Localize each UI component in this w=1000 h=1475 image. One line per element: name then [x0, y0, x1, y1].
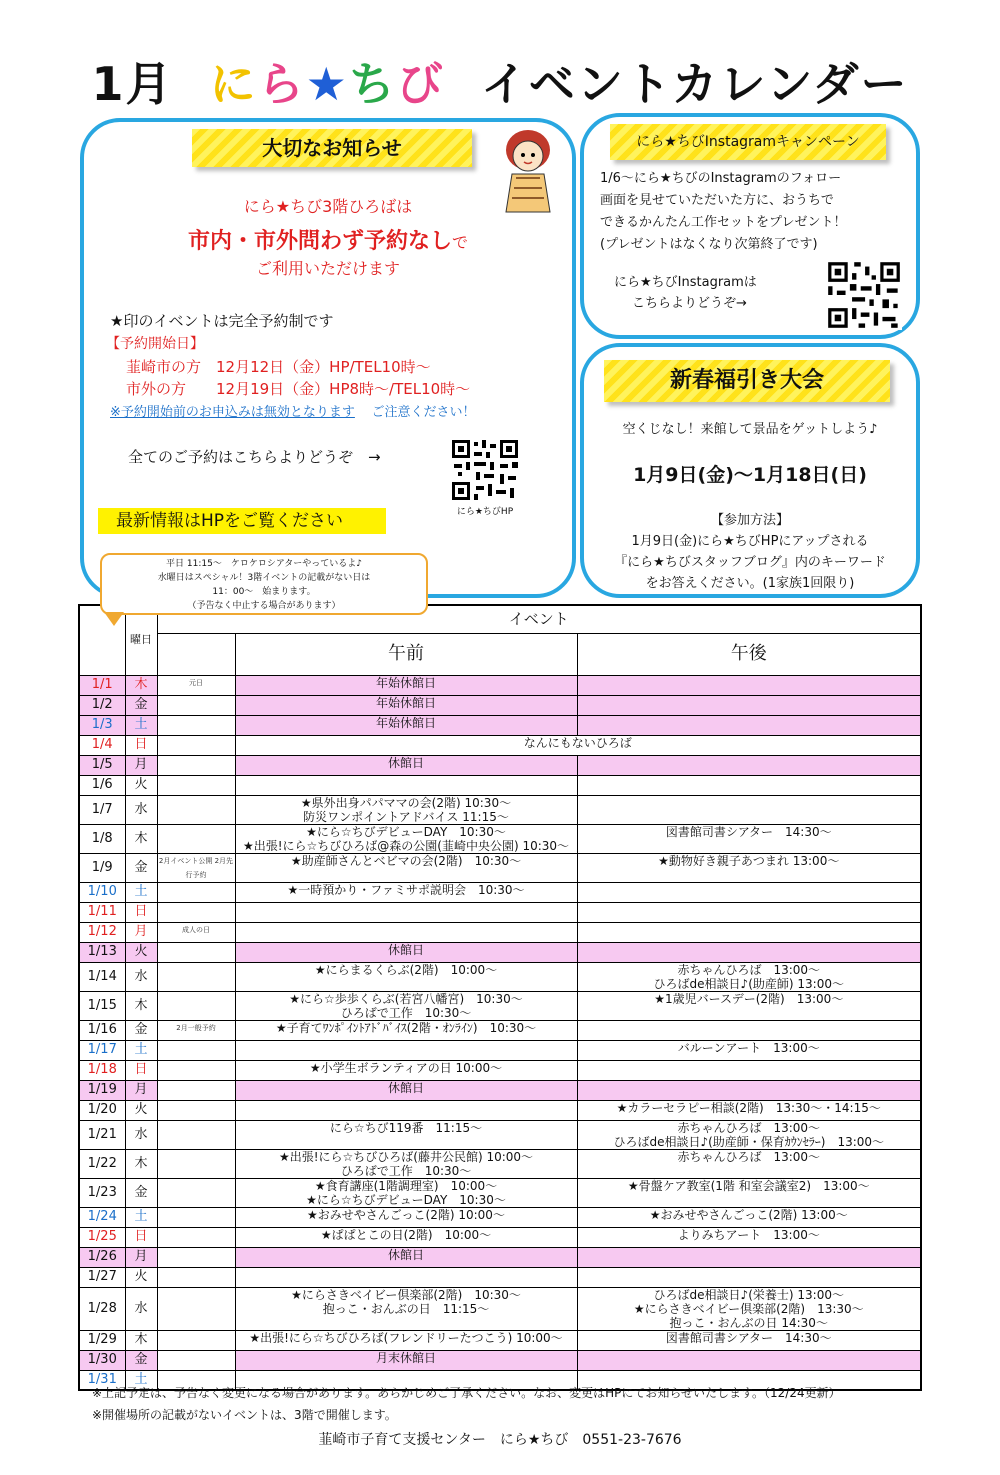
row-side-note — [157, 1040, 235, 1060]
row-event-pm — [577, 1020, 921, 1040]
notice-line2-tail: で — [452, 233, 469, 252]
row-date: 1/23 — [79, 1178, 125, 1207]
row-date: 1/17 — [79, 1040, 125, 1060]
row-event-pm — [577, 1060, 921, 1080]
row-event-all-day: なんにもないひろば — [235, 735, 921, 755]
row-event-pm — [577, 695, 921, 715]
row-dow: 木 — [125, 991, 157, 1020]
lottery-how — [580, 510, 920, 594]
calendar-row — [79, 1080, 921, 1100]
row-side-note — [157, 1267, 235, 1287]
row-event-pm — [577, 1350, 921, 1370]
row-dow: 日 — [125, 1060, 157, 1080]
calendar-row — [79, 1149, 921, 1178]
row-event-am: ★一時預かり・ファミサポ説明会 10:30～ — [235, 882, 577, 902]
calendar-row — [79, 1020, 921, 1040]
row-dow: 火 — [125, 942, 157, 962]
row-dow: 日 — [125, 735, 157, 755]
calendar-row — [79, 695, 921, 715]
row-event-pm — [577, 775, 921, 795]
notice-line3: ご利用いただけます — [255, 259, 400, 278]
row-event-am: ★出張!にら☆ちびひろば(藤井公民館) 10:00～ ひろばで工作 10:30～ — [235, 1149, 577, 1178]
row-date: 1/3 — [79, 715, 125, 735]
row-side-note — [157, 902, 235, 922]
event-calendar-table — [78, 604, 922, 1391]
calendar-row — [79, 735, 921, 755]
row-side-note — [157, 695, 235, 715]
row-side-note — [157, 1227, 235, 1247]
row-dow: 日 — [125, 1227, 157, 1247]
row-dow: 土 — [125, 715, 157, 735]
row-event-am: ★食育講座(1階調理室) 10:00～ ★にら☆ちびデビューDAY 10:30～ — [235, 1178, 577, 1207]
event-header: イベント — [157, 605, 921, 633]
instagram-tag: にら★ちびInstagramキャンペーン — [610, 124, 886, 160]
calendar-row — [79, 1040, 921, 1060]
row-date: 1/22 — [79, 1149, 125, 1178]
mid-header — [157, 633, 235, 675]
instagram-line3: できるかんたん工作セットをプレゼント！ — [600, 215, 847, 230]
row-event-pm: 赤ちゃんひろば 13:00～ — [577, 1149, 921, 1178]
row-date: 1/6 — [79, 775, 125, 795]
instagram-line4: (プレゼントはなくなり次第終了です) — [600, 237, 818, 252]
row-dow: 火 — [125, 1267, 157, 1287]
row-dow: 水 — [125, 1287, 157, 1330]
row-side-note — [157, 775, 235, 795]
row-date: 1/1 — [79, 675, 125, 695]
row-date: 1/5 — [79, 755, 125, 775]
row-date: 1/11 — [79, 902, 125, 922]
warn-b: ご注意ください！ — [371, 405, 476, 420]
row-dow: 木 — [125, 824, 157, 853]
notice-tag: 大切なお知らせ — [192, 129, 472, 167]
row-side-note — [157, 1149, 235, 1178]
calendar-row — [79, 1287, 921, 1330]
row-event-am: ★にら☆ちびデビューDAY 10:30～ ★出張!にら☆ちびひろば@森の公園(韮崎中央公園) 10:30～ — [235, 824, 577, 853]
row-event-pm — [577, 902, 921, 922]
row-date: 1/13 — [79, 942, 125, 962]
row-event-am: 年始休館日 — [235, 695, 577, 715]
row-date: 1/29 — [79, 1330, 125, 1350]
row-event-am: ★おみせやさんごっこ(2階) 10:00～ — [235, 1207, 577, 1227]
row-event-am — [235, 922, 577, 942]
am-header: 午前 — [235, 633, 577, 675]
row-event-am — [235, 1267, 577, 1287]
row-event-pm — [577, 922, 921, 942]
notice-line1: にら★ちび3階ひろばは — [243, 197, 413, 216]
row-event-am: ★子育てﾜﾝﾎﾟｲﾝﾄｱﾄﾞﾊﾞｲｽ(2階・ｵﾝﾗｲﾝ) 10:30～ — [235, 1020, 577, 1040]
row-dow: 水 — [125, 962, 157, 991]
row-side-note: 2月一般予約 — [157, 1020, 235, 1040]
row-dow: 火 — [125, 1100, 157, 1120]
row-date: 1/30 — [79, 1350, 125, 1370]
title-ni: に — [209, 57, 258, 111]
row-dow: 金 — [125, 1020, 157, 1040]
row-dow: 土 — [125, 1207, 157, 1227]
title-rest: イベントカレンダー — [480, 57, 909, 111]
calendar-row — [79, 942, 921, 962]
row-dow: 水 — [125, 1120, 157, 1149]
row-event-am: ★県外出身パパママの会(2階) 10:30～ 防災ワンポイントアドバイス 11:15～ — [235, 795, 577, 824]
row-event-am: 月末休館日 — [235, 1350, 577, 1370]
reserve-link[interactable]: 全てのご予約はこちらよりどうぞ → — [128, 448, 381, 466]
row-event-am: ★出張!にら☆ちびひろば(フレンドリーたつこう) 10:00～ — [235, 1330, 577, 1350]
footer-note1: ※上記予定は、予告なく変更になる場合があります。あらかじめご了承ください。なお、変更はHPにてお知らせいたします。（12/24更新） — [92, 1386, 841, 1400]
row-side-note — [157, 795, 235, 824]
title-month: 1月 — [91, 57, 174, 111]
calendar-row — [79, 1330, 921, 1350]
row-side-note — [157, 1207, 235, 1227]
row-dow: 金 — [125, 695, 157, 715]
row-date: 1/31 — [79, 1370, 125, 1390]
row-side-note — [157, 735, 235, 755]
row-date: 1/26 — [79, 1247, 125, 1267]
row-event-pm — [577, 1247, 921, 1267]
calendar-row — [79, 824, 921, 853]
lottery-how2: 『にら★ちびスタッフブログ』内のキーワード — [614, 555, 886, 570]
row-event-am: ★ぱぱとこの日(2階) 10:00～ — [235, 1227, 577, 1247]
row-dow: 土 — [125, 1370, 157, 1390]
row-side-note — [157, 882, 235, 902]
row-date: 1/15 — [79, 991, 125, 1020]
row-event-pm — [577, 795, 921, 824]
row-date: 1/24 — [79, 1207, 125, 1227]
row-side-note — [157, 1080, 235, 1100]
lottery-how3: をお答えください。(1家族1回限り) — [645, 576, 855, 591]
row-side-note — [157, 1287, 235, 1330]
title-chi: ち — [348, 57, 397, 111]
row-side-note: 元日 — [157, 675, 235, 695]
row-date: 1/4 — [79, 735, 125, 755]
calendar-row — [79, 1227, 921, 1247]
row-event-am — [235, 1100, 577, 1120]
row-dow: 火 — [125, 775, 157, 795]
row-date: 1/2 — [79, 695, 125, 715]
row-event-pm — [577, 1080, 921, 1100]
calendar-row — [79, 962, 921, 991]
start-city: 韮崎市の方 12月12日（金）HP/TEL10時～ — [126, 358, 431, 376]
row-event-am — [235, 775, 577, 795]
calendar-row — [79, 991, 921, 1020]
bubble-line1: 平日 11:15～ ケロケロシアターやっているよ♪ — [166, 559, 362, 569]
row-side-note — [157, 991, 235, 1020]
page-title — [0, 48, 1000, 114]
row-event-am: ★助産師さんとベビマの会(2階) 10:30～ — [235, 853, 577, 882]
row-side-note — [157, 962, 235, 991]
row-event-pm: ★おみせやさんごっこ(2階) 13:00～ — [577, 1207, 921, 1227]
row-event-pm: 赤ちゃんひろば 13:00～ ひろばde相談日♪(助産師・保育ｶｳﾝｾﾗｰ) 13:00～ — [577, 1120, 921, 1149]
calendar-row — [79, 922, 921, 942]
row-side-note — [157, 1060, 235, 1080]
row-side-note — [157, 715, 235, 735]
hp-qr-code[interactable] — [450, 438, 520, 502]
row-event-am — [235, 1040, 577, 1060]
instagram-link[interactable] — [614, 272, 757, 314]
row-side-note — [157, 1350, 235, 1370]
row-date: 1/9 — [79, 853, 125, 882]
calendar-row — [79, 1060, 921, 1080]
row-event-pm: 赤ちゃんひろば 13:00～ ひろばde相談日♪(助産師) 13:00～ — [577, 962, 921, 991]
row-event-am: ★小学生ボランティアの日 10:00～ — [235, 1060, 577, 1080]
calendar-row — [79, 775, 921, 795]
bubble-line3: 11：00～ 始まります。 — [212, 587, 316, 597]
lottery-how1: 1月9日(金)にら★ちびHPにアップされる — [631, 534, 869, 549]
calendar-row — [79, 1207, 921, 1227]
lottery-tag: 新春福引き大会 — [604, 360, 890, 402]
calendar-row — [79, 755, 921, 775]
row-date: 1/7 — [79, 795, 125, 824]
row-side-note — [157, 942, 235, 962]
calendar-row — [79, 902, 921, 922]
row-side-note — [157, 824, 235, 853]
row-event-pm: ★骨盤ケア教室(1階 和室会議室2) 13:00～ — [577, 1178, 921, 1207]
calendar-row — [79, 1350, 921, 1370]
row-event-am: 休館日 — [235, 942, 577, 962]
calendar-row — [79, 1267, 921, 1287]
row-event-pm — [577, 942, 921, 962]
row-event-am: にら☆ちび119番 11:15～ — [235, 1120, 577, 1149]
notice-line2 — [80, 224, 576, 255]
instagram-link1: にら★ちびInstagramは — [614, 275, 757, 290]
instagram-line2: 画面を見せていただいた方に、おうちで — [600, 193, 834, 208]
row-date: 1/12 — [79, 922, 125, 942]
calendar-row — [79, 1178, 921, 1207]
pm-header: 午後 — [577, 633, 921, 675]
title-star: ★ — [305, 57, 349, 111]
footer-note2: ※開催場所の記載がないイベントは、3階で開催します。 — [92, 1408, 397, 1422]
row-dow: 月 — [125, 1080, 157, 1100]
row-side-note: 成人の日 — [157, 922, 235, 942]
row-event-pm — [577, 715, 921, 735]
row-date: 1/8 — [79, 824, 125, 853]
lottery-how-label: 【参加方法】 — [710, 513, 789, 528]
calendar-body — [79, 675, 921, 1390]
lottery-line1: 空くじなし！来館して景品をゲットしよう♪ — [622, 422, 878, 437]
row-event-am — [235, 902, 577, 922]
row-event-pm — [577, 675, 921, 695]
bubble-tail — [104, 612, 124, 626]
hp-qr-label: にら★ちびHP — [456, 507, 514, 517]
row-event-am: 休館日 — [235, 1080, 577, 1100]
calendar-row — [79, 795, 921, 824]
row-date: 1/28 — [79, 1287, 125, 1330]
row-side-note: 2月イベント公開 2月先行予約 — [157, 853, 235, 882]
row-event-pm: 図書館司書シアター 14:30～ — [577, 824, 921, 853]
warn-line — [110, 401, 475, 420]
calendar-row — [79, 853, 921, 882]
row-side-note — [157, 1247, 235, 1267]
instagram-line1: 1/6～にら★ちびのInstagramのフォロー — [600, 171, 842, 186]
row-event-pm: ひろばde相談日♪(栄養士) 13:00～ ★にらさきベイビー倶楽部(2階) 13:30～ 抱っこ・おんぶの日 14:30～ — [577, 1287, 921, 1330]
calendar-row — [79, 715, 921, 735]
row-dow: 木 — [125, 1330, 157, 1350]
row-event-am: 年始休館日 — [235, 715, 577, 735]
calendar-row — [79, 1100, 921, 1120]
notice-line2-main: 市内・市外問わず予約なし — [187, 229, 452, 254]
title-ra: ら — [257, 57, 306, 111]
row-dow: 金 — [125, 1350, 157, 1370]
row-event-am: ★にらまるくらぶ(2階) 10:00～ — [235, 962, 577, 991]
row-event-am: ★にら☆歩歩くらぶ(若宮八幡宮) 10:30～ ひろばで工作 10:30～ — [235, 991, 577, 1020]
row-date: 1/18 — [79, 1060, 125, 1080]
bubble-line4: （予告なく中止する場合があります） — [187, 601, 341, 611]
row-side-note — [157, 755, 235, 775]
calendar-row — [79, 1247, 921, 1267]
row-event-pm: ★カラーセラピー相談(2階) 13:30～・14:15～ — [577, 1100, 921, 1120]
row-dow: 水 — [125, 795, 157, 824]
row-side-note — [157, 1100, 235, 1120]
row-dow: 木 — [125, 675, 157, 695]
row-dow: 金 — [125, 853, 157, 882]
warn-a: ※予約開始前のお申込みは無効となります — [110, 405, 355, 420]
row-event-am: 休館日 — [235, 755, 577, 775]
row-dow: 土 — [125, 1040, 157, 1060]
row-event-pm — [577, 1267, 921, 1287]
start-outside: 市外の方 12月19日（金）HP8時～/TEL10時～ — [126, 380, 471, 398]
row-dow: 日 — [125, 902, 157, 922]
row-date: 1/27 — [79, 1267, 125, 1287]
footer-center: 韮崎市子育て支援センター にら★ちび 0551-23-7676 — [318, 1432, 682, 1448]
row-date: 1/21 — [79, 1120, 125, 1149]
latest-banner[interactable]: 最新情報はHPをご覧ください — [98, 508, 386, 534]
dow-header: 曜日 — [125, 605, 157, 675]
star-note: ★印のイベントは完全予約制です — [110, 312, 334, 330]
calendar-row — [79, 882, 921, 902]
row-dow: 土 — [125, 882, 157, 902]
row-dow: 木 — [125, 1149, 157, 1178]
calendar-row — [79, 675, 921, 695]
instagram-qr-code[interactable] — [826, 260, 902, 330]
row-event-pm — [577, 755, 921, 775]
row-dow: 金 — [125, 1178, 157, 1207]
theater-bubble — [100, 553, 428, 615]
row-event-pm — [577, 882, 921, 902]
row-date: 1/14 — [79, 962, 125, 991]
row-date: 1/25 — [79, 1227, 125, 1247]
row-event-am: 休館日 — [235, 1247, 577, 1267]
row-side-note — [157, 1330, 235, 1350]
row-dow: 月 — [125, 922, 157, 942]
row-event-pm: ★動物好き親子あつまれ 13:00～ — [577, 853, 921, 882]
row-date: 1/10 — [79, 882, 125, 902]
row-event-pm: バルーンアート 13:00～ — [577, 1040, 921, 1060]
instagram-text — [600, 168, 846, 256]
row-event-am: ★にらさきベイビー倶楽部(2階) 10:30～ 抱っこ・おんぶの日 11:15～ — [235, 1287, 577, 1330]
row-dow: 月 — [125, 755, 157, 775]
row-date: 1/20 — [79, 1100, 125, 1120]
lottery-dates: 1月9日(金)～1月18日(日) — [633, 464, 867, 486]
row-date: 1/19 — [79, 1080, 125, 1100]
row-date: 1/16 — [79, 1020, 125, 1040]
row-side-note — [157, 1120, 235, 1149]
row-side-note — [157, 1178, 235, 1207]
row-event-pm: 図書館司書シアター 14:30～ — [577, 1330, 921, 1350]
row-dow: 月 — [125, 1247, 157, 1267]
title-bi: び — [396, 57, 445, 111]
calendar-row — [79, 1120, 921, 1149]
start-label: 【予約開始日】 — [106, 336, 204, 352]
row-event-pm: ★1歳児バースデー(2階) 13:00～ — [577, 991, 921, 1020]
bubble-line2: 水曜日はスペシャル！3階イベントの記載がない日は — [157, 573, 371, 583]
row-event-pm: よりみちアート 13:00～ — [577, 1227, 921, 1247]
row-event-am: 年始休館日 — [235, 675, 577, 695]
instagram-link2: こちらよりどうぞ→ — [632, 296, 747, 311]
